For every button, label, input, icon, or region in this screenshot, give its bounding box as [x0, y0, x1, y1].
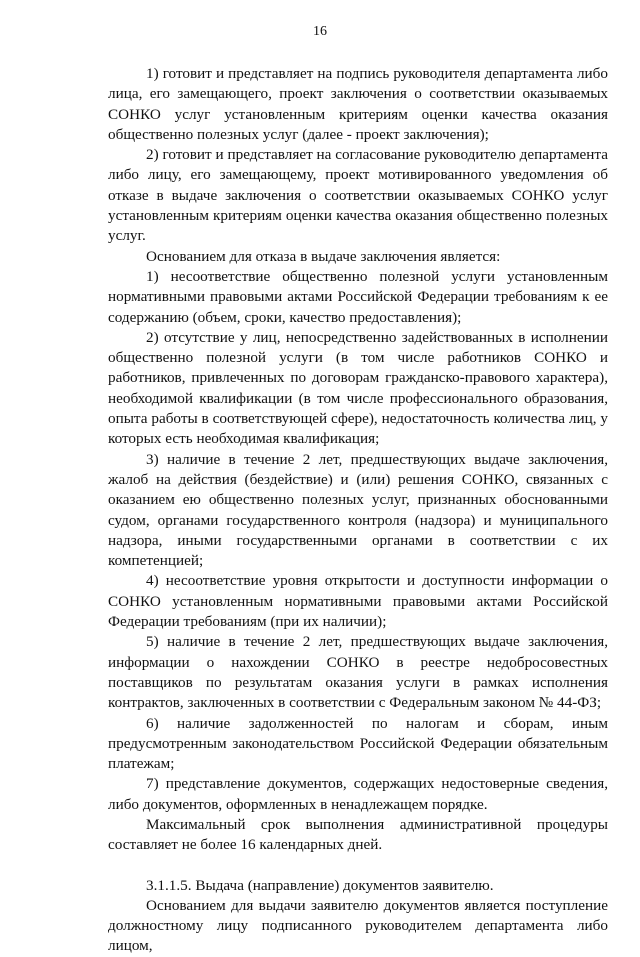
paragraph-ground-7: 7) представление документов, содержащих недостоверные сведения, либо документов, оформленных в ненадлежащем порядке.	[108, 775, 608, 813]
paragraph-ground-3: 3) наличие в течение 2 лет, предшествующих выдаче заключения, жалоб на действия (бездействие) и (или) решения СОНКО, связанных с оказанием ею общественно полезных услуг, признанных обоснованными судом, органами государственного контроля (надзора) и муниципального надзора, иными государственными органами в соответствии с их компетенцией;	[108, 450, 608, 570]
paragraph-ground-5: 5) наличие в течение 2 лет, предшествующих выдаче заключения, информации о нахождении СОНКО в реестре недобросовестных поставщиков по результатам оказания услуги в рамках исполнения контрактов, заключенных в соответствии с Федеральным законом № 44-ФЗ;	[108, 633, 608, 712]
section-heading-3-1-1-5: 3.1.1.5. Выдача (направление) документов заявителю.	[146, 876, 494, 894]
paragraph-issuance-basis: Основанием для выдачи заявителю документов является поступление должностному лицу подписанного руководителем департамента либо лицом,	[108, 896, 608, 955]
paragraph-max-duration: Максимальный срок выполнения административной процедуры составляет не более 16 календарных дней.	[108, 815, 608, 854]
paragraph-item-1-prepare-conclusion: 1) готовит и представляет на подпись руководителя департамента либо лица, его замещающего, проект заключения о соответствии оказываемых СОНКО услуг установленным критериям оценки качества оказания общественно полезных услуг (далее - проект заключения);	[108, 65, 608, 143]
paragraph-ground-1: 1) несоответствие общественно полезной услуги установленным нормативными правовыми актами Российской Федерации требованиям к ее содержанию (объем, сроки, качество предоставления);	[108, 267, 608, 326]
paragraph-ground-2: 2) отсутствие у лиц, непосредственно задействованных в исполнении общественно полезной услуги (в том числе работников СОНКО и работников, привлеченных по договорам гражданско-правового характера), необходимой квалификации (в том числе профессионального образования, опыта работы в соответствующей сфере), недостаточность количества лиц, у которых есть необходимая квалификация;	[108, 328, 608, 448]
paragraph-refusal-grounds-heading: Основанием для отказа в выдаче заключения является:	[146, 247, 501, 265]
paragraph-item-2-prepare-refusal: 2) готовит и представляет на согласование руководителю департамента либо лицу, его замещающему, проект мотивированного уведомления об отказе в выдаче заключения о соответствии оказываемых СОНКО услуг установленным критериям оценки качества оказания общественно полезных услуг.	[108, 146, 608, 245]
paragraph-ground-4: 4) несоответствие уровня открытости и доступности информации о СОНКО установленным нормативными правовыми актами Российской Федерации требованиям (при их наличии);	[108, 572, 608, 631]
page-number: 16	[313, 24, 327, 39]
paragraph-ground-6: 6) наличие задолженностей по налогам и сборам, иным предусмотренным законодательством Российской Федерации обязательным платежам;	[108, 714, 608, 773]
document-body	[108, 64, 608, 957]
